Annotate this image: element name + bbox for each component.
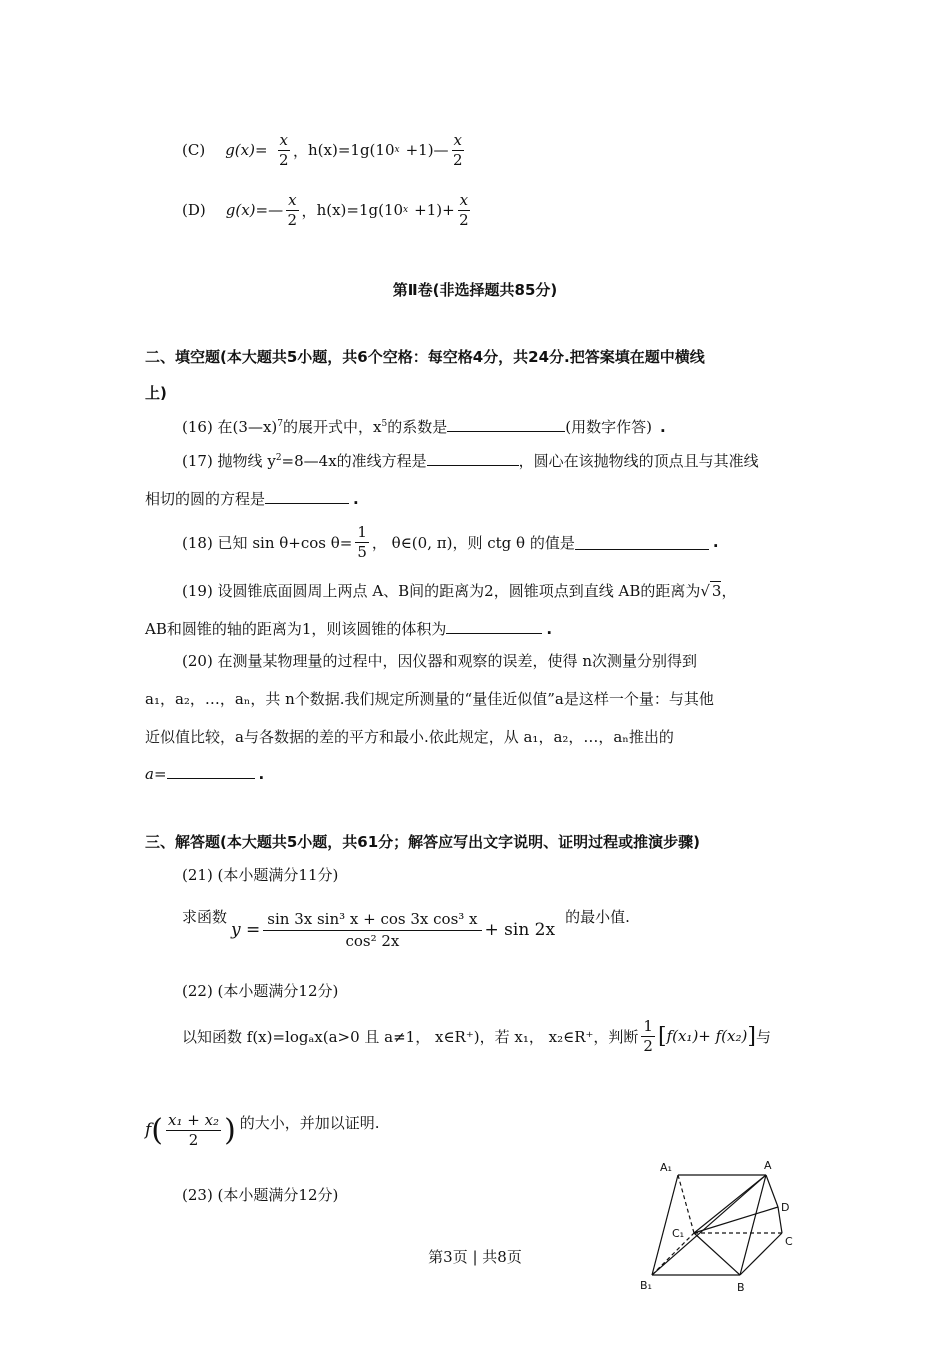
q21-post: 的最小值. (565, 908, 630, 926)
option-c-g: g(x)= (225, 141, 268, 159)
question-22-line2 (145, 1104, 380, 1156)
edge-a1-b1 (652, 1175, 678, 1275)
q20-dot: . (258, 765, 265, 783)
option-c-label: (C) (182, 141, 206, 159)
prism-figure (630, 1155, 800, 1295)
q16-sup7: 7 (277, 419, 284, 429)
q16-sup5: 5 (381, 419, 388, 429)
q22-f: f (145, 1120, 152, 1140)
edge-a-b (740, 1175, 766, 1275)
page-footer: 第3页 | 共8页 (428, 1248, 522, 1266)
q22-half: $\frac{1}{2}$ (643, 1016, 653, 1055)
q19-line1: (19) 设圆锥底面圆周上两点 A、B间的距离为2，圆锥项点到直线 AB的距离为 (182, 582, 701, 600)
label-a: A (764, 1159, 772, 1172)
option-c-frac1: $\frac{x}{2}$ (278, 130, 289, 169)
q19-sqrt-value: 3 (711, 582, 722, 600)
line-c1-d (694, 1207, 778, 1233)
q20-answer-blank[interactable] (167, 764, 255, 779)
q16-after: (用数字作答) (565, 418, 652, 436)
question-22-header: (22) (本小题满分12分) (182, 982, 339, 1000)
q17-dot: . (353, 490, 359, 508)
option-d-sup: x (403, 205, 409, 215)
section-three-heading: 三、解答题(本大题共5小题，共61分；解答应写出文字说明、证明过程或推演步骤) (145, 833, 701, 851)
option-c-hmid: +1)— (405, 141, 449, 159)
label-a1: A₁ (660, 1161, 672, 1174)
q22-bracket-open: [ (657, 1023, 667, 1049)
q22-paren-close: ) (224, 1112, 236, 1148)
question-18 (182, 520, 719, 564)
q19-answer-blank[interactable] (446, 619, 542, 634)
q22-bracket-close: ] (747, 1023, 756, 1049)
option-d-h: h(x)=1g(10 (316, 201, 404, 219)
q17-mid: =8—4x的准线方程是 (281, 452, 427, 470)
question-20-line4 (145, 764, 264, 783)
q18-frac: $\frac{1}{5}$ (357, 522, 367, 561)
question-19-line2 (145, 618, 552, 639)
q17-line2-pre: 相切的圆的方程是 (145, 490, 266, 508)
option-d-frac2: $\frac{x}{2}$ (459, 190, 469, 229)
q18-pre: (18) 已知 sin θ+cos θ= (182, 533, 353, 552)
option-c-sup: x (394, 145, 400, 155)
question-20-line1: (20) 在测量某物理量的过程中，因仪器和观察的误差，使得 n次测量分别得到 (182, 652, 697, 670)
option-d-g: g(x)=— (225, 201, 284, 219)
line-c1-b (694, 1233, 740, 1275)
option-d-frac1: $\frac{x}{2}$ (287, 190, 298, 229)
q17-sup2: 2 (275, 453, 282, 463)
q18-answer-blank[interactable] (575, 535, 709, 550)
sqrt-symbol: √ (700, 582, 710, 600)
edge-a1-c1 (678, 1175, 694, 1233)
option-d-label: (D) (182, 201, 206, 219)
q16-answer-blank[interactable] (447, 417, 565, 432)
edge-a-d (766, 1175, 778, 1207)
volume-two-title: 第Ⅱ卷(非选择题共85分) (392, 281, 558, 299)
q17-answer-blank-2[interactable] (265, 489, 349, 504)
section-two-heading-cont: 上) (145, 384, 167, 402)
question-23-header: (23) (本小题满分12分) (182, 1186, 339, 1204)
q19-line2-pre: AB和圆锥的轴的距离为1，则该圆锥的体积为 (145, 620, 447, 638)
question-19 (182, 580, 736, 601)
q21-plus: + sin 2x (484, 920, 556, 940)
q17-post: ，圆心在该抛物线的顶点且与其准线 (518, 452, 759, 470)
q17-pre: (17) 抛物线 y (182, 452, 276, 470)
option-d: (D) g(x)=— $\frac{x}{2}$ ， h(x)=1g(10 x +1)+ $\frac{x}{2}$ (182, 190, 469, 229)
question-20-line2: a₁，a₂，…，aₙ，共 n个数据.我们规定所测量的“量佳近似值”a是这样一个量：与其他 (145, 690, 714, 708)
option-c: (C) g(x)= $\frac{x}{2}$ ， h(x)=1g(10 x +1)— $\frac{x}{2}$ (182, 130, 463, 169)
option-c-frac2: $\frac{x}{2}$ (453, 130, 463, 169)
line-b1-a (652, 1175, 766, 1275)
question-16 (182, 416, 666, 437)
q22-post: 与 (755, 1027, 771, 1046)
q18-dot: . (712, 533, 719, 551)
edge-b-c (740, 1233, 782, 1275)
label-b: B (737, 1281, 745, 1294)
q22-line1: 以知函数 f(x)=logₐx(a>0 且 a≠1， x∈R⁺)，若 x₁， x₂∈R⁺，判断 (182, 1027, 639, 1046)
q16-post: 的系数是 (387, 418, 448, 436)
q16-mid: 的展开式中，x (283, 418, 382, 436)
question-21-header: (21) (本小题满分11分) (182, 866, 339, 884)
section-two-heading: 二、填空题(本大题共5小题，共6个空格：每空格4分，共24分.把答案填在题中横线 (145, 348, 705, 366)
label-d: D (781, 1201, 790, 1214)
q22-bracket-expr: f(x₁)+ f(x₂) (666, 1027, 748, 1045)
label-c1: C₁ (672, 1227, 685, 1240)
label-b1: B₁ (640, 1279, 652, 1292)
q22-mean: $\frac{\text{x₁ + x₂}}{2}$ (168, 1110, 220, 1149)
q19-comma: ， (721, 582, 737, 600)
q18-mid: ， θ∈(0, π)，则 ctg θ 的值是 (371, 533, 575, 552)
q16-pre: (16) 在(3—x) (182, 418, 278, 436)
q22-line2-post: 的大小，并加以证明. (239, 1114, 380, 1132)
q16-dot: . (659, 418, 666, 436)
q17-answer-blank-1[interactable] (427, 451, 519, 466)
question-17 (182, 450, 759, 471)
question-22-line1 (182, 1012, 771, 1060)
question-20-line3: 近似值比较，a与各数据的差的平方和最小.依此规定，从 a₁，a₂，…，aₙ推出的 (145, 728, 674, 746)
q22-paren-open: ( (151, 1112, 164, 1148)
q21-pre: 求函数 (182, 908, 228, 926)
question-21-body (182, 902, 630, 958)
question-17-line2 (145, 488, 359, 509)
q20-line4-pre: a= (145, 765, 167, 783)
q21-y-eq: y = (231, 920, 261, 940)
q21-fraction: $\frac{\text{sin 3x sin³ x + cos 3x cos³ x}}{\text{cos² 2x}}$ (263, 912, 481, 949)
option-d-hmid: +1)+ (414, 201, 455, 219)
option-c-h: h(x)=1g(10 (308, 141, 395, 159)
label-c: C (785, 1235, 793, 1248)
q19-dot: . (546, 620, 553, 638)
